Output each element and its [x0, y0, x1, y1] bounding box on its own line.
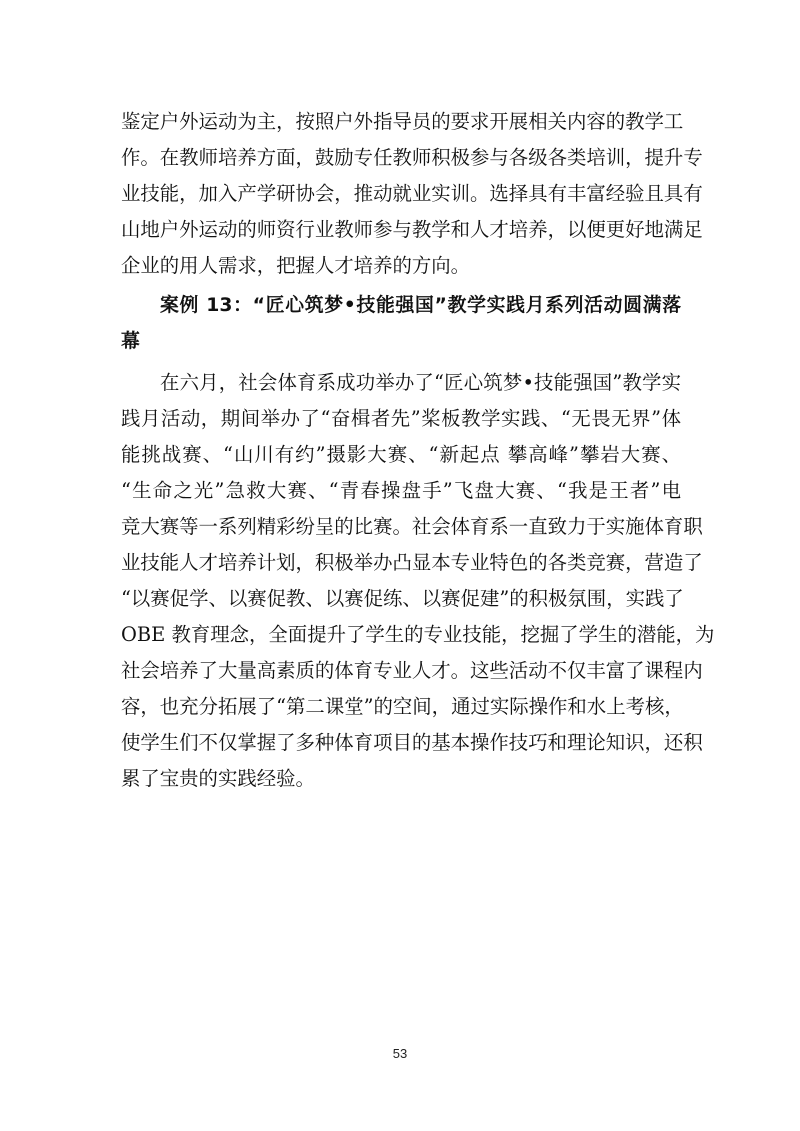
- text-line: 业技能，加入产学研协会，推动就业实训。选择具有丰富经验且具有: [121, 182, 703, 205]
- text-line: 能挑战赛、“山川有约”摄影大赛、“新起点 攀高峰”攀岩大赛、: [121, 443, 681, 466]
- text-line: 践月活动，期间举办了“奋楫者先”桨板教学实践、“无畏无界”体: [121, 407, 681, 430]
- page-number: 53: [392, 1046, 408, 1061]
- paragraph-continuation: [121, 104, 703, 284]
- text-line: 鉴定户外运动为主，按照户外指导员的要求开展相关内容的教学工: [121, 110, 684, 133]
- text-line: “以赛促学、以赛促教、以赛促练、以赛促建”的积极氛围，实践了: [121, 587, 684, 610]
- text-line: “生命之光”急救大赛、“青春操盘手”飞盘大赛、“我是王者”电: [121, 479, 681, 502]
- case-heading-continuation: [121, 324, 681, 360]
- text-line: 竞大赛等一系列精彩纷呈的比赛。社会体育系一直致力于实施体育职: [121, 515, 703, 538]
- text-line: 累了宝贵的实践经验。: [121, 767, 315, 790]
- text-line: 山地户外运动的师资行业教师参与教学和人才培养，以便更好地满足: [121, 218, 703, 241]
- text-line: 作。在教师培养方面，鼓励专任教师积极参与各级各类培训，提升专: [121, 146, 703, 169]
- text-line: 社会培养了大量高素质的体育专业人才。这些活动不仅丰富了课程内: [121, 659, 703, 682]
- text-line: 业技能人才培养计划，积极举办凸显本专业特色的各类竞赛，营造了: [121, 551, 703, 574]
- text-line: 容，也充分拓展了“第二课堂”的空间，通过实际操作和水上考核，: [121, 695, 684, 718]
- paragraph-first-line: [160, 365, 681, 401]
- case-heading: [160, 288, 681, 324]
- text-line: 在六月，社会体育系成功举办了“匠心筑梦•技能强国”教学实: [160, 371, 681, 394]
- heading-line: 幕: [121, 331, 140, 352]
- text-line: 使学生们不仅掌握了多种体育项目的基本操作技巧和理论知识，还积: [121, 731, 703, 754]
- paragraph-body: [121, 401, 715, 797]
- text-line: OBE 教育理念，全面提升了学生的专业技能，挖掘了学生的潜能，为: [121, 623, 715, 646]
- heading-line: 案例 13：“匠心筑梦•技能强国”教学实践月系列活动圆满落: [160, 295, 681, 316]
- text-line: 企业的用人需求，把握人才培养的方向。: [121, 254, 471, 277]
